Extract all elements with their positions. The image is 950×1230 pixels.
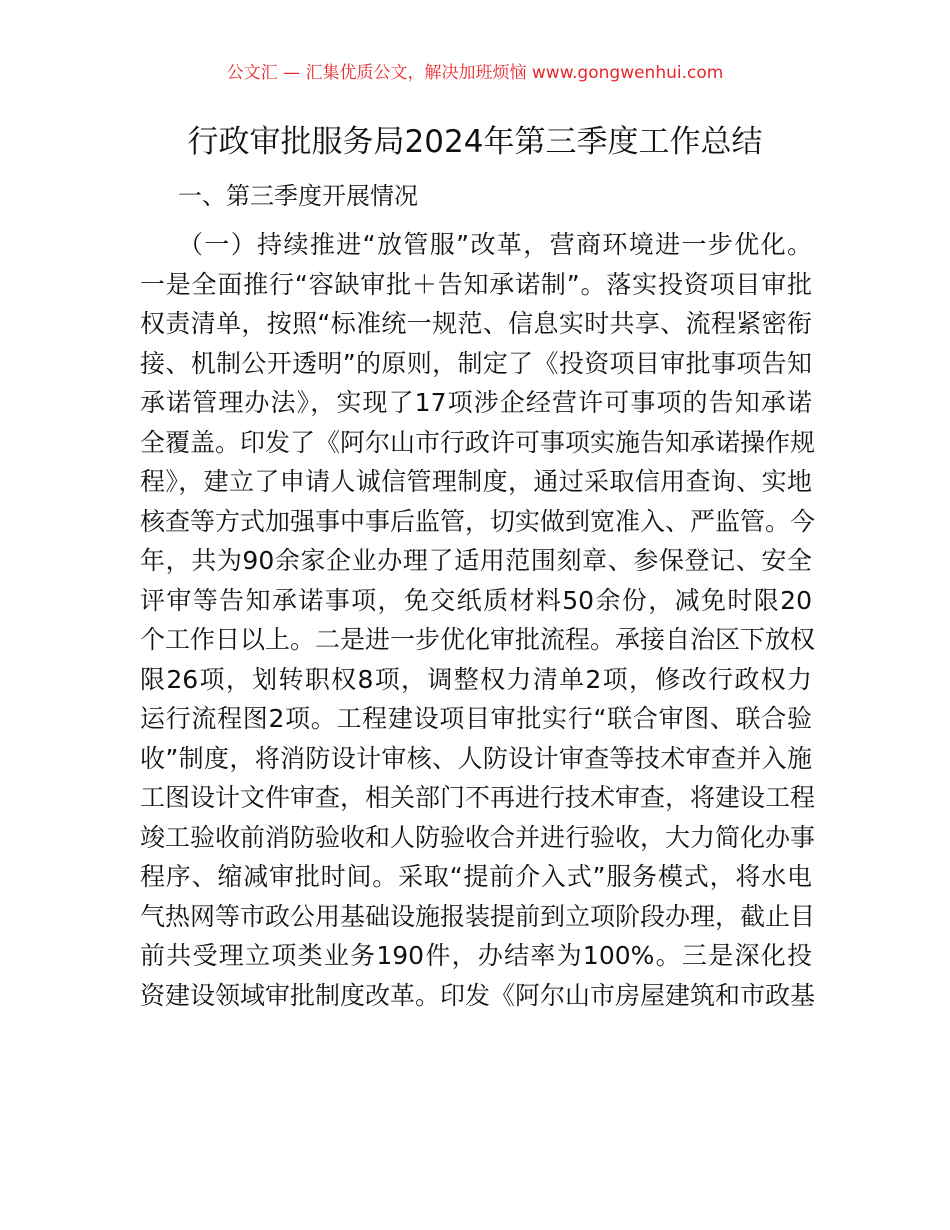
paragraph-line: （一）持续推进“放管服”改革，营商环境进一步优化。 xyxy=(178,230,812,259)
section-heading: 一、第三季度开展情况 xyxy=(178,182,418,210)
paragraph-line: 核查等方式加强事中事后监管，切实做到宽准入、严监管。今 xyxy=(140,506,816,536)
watermark-banner: 公文汇 — 汇集优质公文，解决加班烦恼 www.gongwenhui.com xyxy=(226,63,724,83)
paragraph-line: 一是全面推行“容缺审批＋告知承诺制”。落实投资项目审批 xyxy=(140,269,812,299)
paragraph-line: 气热网等市政公用基础设施报装提前到立项阶段办理，截止目 xyxy=(140,901,816,931)
paragraph-line: 全覆盖。印发了《阿尔山市行政许可事项实施告知承诺操作规 xyxy=(140,427,816,457)
paragraph-line: 程序、缩减审批时间。采取“提前介入式”服务模式，将水电 xyxy=(140,862,812,891)
paragraph-line: 工图设计文件审查，相关部门不再进行技术审查，将建设工程 xyxy=(140,783,816,812)
document-body xyxy=(140,225,816,1015)
paragraph-line: 个工作日以上。二是进一步优化审批流程。承接自治区下放权 xyxy=(140,625,816,654)
paragraph-line: 资建设领域审批制度改革。印发《阿尔山市房屋建筑和市政基 xyxy=(140,980,816,1010)
paragraph-line: 年，共为90余家企业办理了适用范围刻章、参保登记、安全 xyxy=(140,546,812,575)
paragraph-line: 评审等告知承诺事项，免交纸质材料50余份，减免时限20 xyxy=(140,585,812,615)
paragraph-line: 程》，建立了申请人诚信管理制度，通过采取信用查询、实地 xyxy=(140,467,812,496)
document-title: 行政审批服务局2024年第三季度工作总结 xyxy=(187,124,763,160)
paragraph-line: 权责清单，按照“标准统一规范、信息实时共享、流程紧密衔 xyxy=(140,309,812,338)
paragraph-line: 收”制度，将消防设计审核、人防设计审查等技术审查并入施 xyxy=(140,743,812,773)
paragraph-line: 限26项，划转职权8项，调整权力清单2项，修改行政权力 xyxy=(140,664,812,694)
paragraph-line: 承诺管理办法》，实现了17项涉企经营许可事项的告知承诺 xyxy=(140,388,812,417)
paragraph-line: 运行流程图2项。工程建设项目审批实行“联合审图、联合验 xyxy=(140,704,812,733)
paragraph-line: 接、机制公开透明”的原则，制定了《投资项目审批事项告知 xyxy=(140,348,812,378)
paragraph-line: 前共受理立项类业务190件，办结率为100%。三是深化投 xyxy=(140,941,812,970)
paragraph-line: 竣工验收前消防验收和人防验收合并进行验收，大力简化办事 xyxy=(140,822,816,852)
